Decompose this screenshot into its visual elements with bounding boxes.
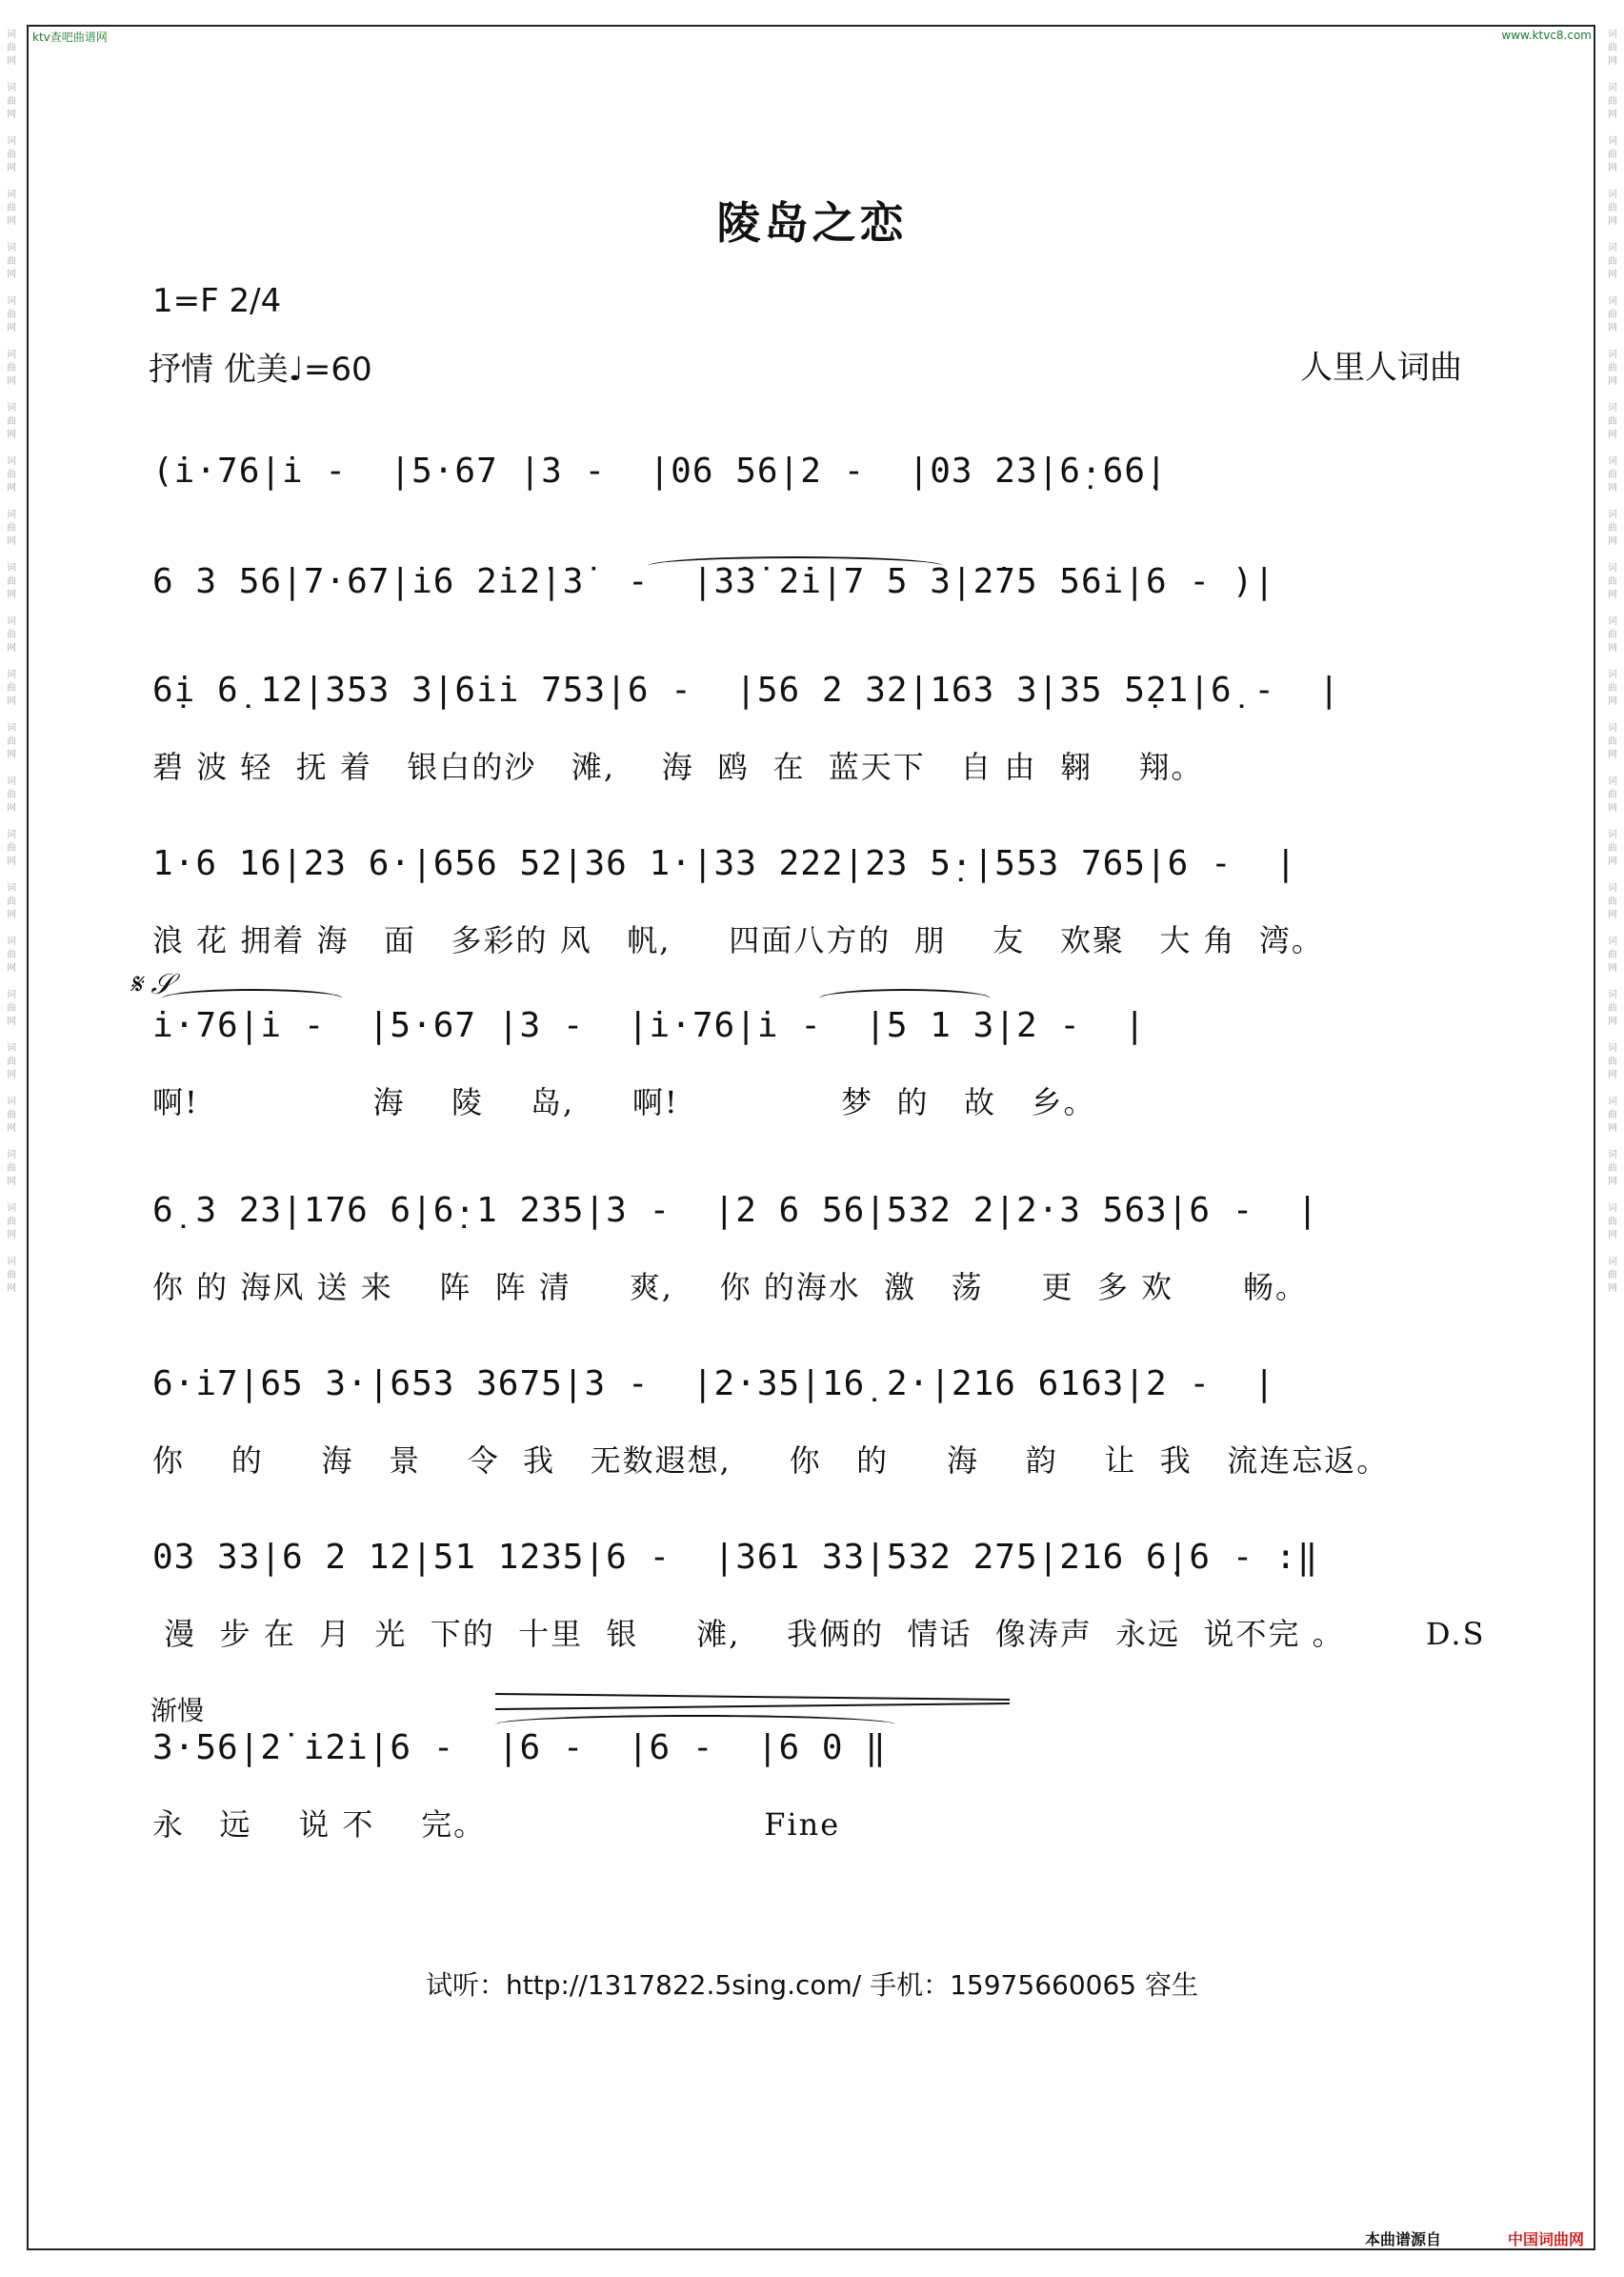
notation-line-6: 6̣ 3 23|176 6̣|6̣·1 235|3 - |2 6 56|532 2|2·3 563|6 - | (152, 1191, 1319, 1230)
watermark-strip-left: 词 曲 网 词 曲 网 词 曲 网 词 曲 网 词 曲 网 词 曲 网 词 曲 网 词 曲 网 词 曲 网 词 曲 网 词 曲 网 词 曲 网 词 曲 网 词 曲 网 词 曲 网 词 曲 网 词 曲 网 词 曲 网 词 曲 网 词 曲 网 词 曲 网 词 曲 网 词 曲 网 词 曲 网 (7, 30, 16, 1294)
key-time-signature: 1=F 2/4 (152, 282, 282, 320)
tempo-marking: 抒情 优美♩=60 (149, 351, 372, 389)
contact-footer: 试听：http://1317822.5sing.com/ 手机：15975660065 容生 (426, 1969, 1198, 2001)
notation-line-3: 6̣i 6̣ 12|353 3|6i̇i̇ 753|6 - |56 2 32|163 3|35 5̣21|6̣ - | (152, 671, 1341, 710)
notation-line-1: (i̇·76|i̇ - |5·67 |3 - |06 56|2 - |03 23|6̣·66̣| (152, 452, 1168, 491)
decrescendo-hairpin (495, 1692, 1010, 1711)
slur-arc (819, 989, 991, 1008)
lyrics-line-9: 永 远 说 不 完。 Fine (152, 1806, 841, 1843)
lyrics-line-3: 碧 波 轻 抚 着 银白的沙 滩, 海 鸥 在 蓝天下 自 由 翱 翔。 (152, 749, 1204, 785)
segno-mark: 𝄋 𝒮 (130, 968, 173, 1001)
header-left-site: ktv查吧曲谱网 (32, 30, 108, 44)
lyrics-line-4: 浪 花 拥着 海 面 多彩的 风 帆, 四面八方的 朋 友 欢聚 大 角 湾。 (152, 922, 1324, 958)
author-credit: 人里人词曲 (1300, 349, 1462, 387)
song-title: 陵岛之恋 (716, 197, 908, 249)
notation-line-7: 6·i̇7|65 3·|653 3675|3 - |2·35|16̣ 2·|216 6163|2 - | (152, 1364, 1276, 1403)
header-right-site: www.ktvc8.com (1501, 29, 1592, 42)
watermark-strip-right: 词 曲 网 词 曲 网 词 曲 网 词 曲 网 词 曲 网 词 曲 网 词 曲 网 词 曲 网 词 曲 网 词 曲 网 词 曲 网 词 曲 网 词 曲 网 词 曲 网 词 曲 网 词 曲 网 词 曲 网 词 曲 网 词 曲 网 词 曲 网 词 曲 网 词 曲 网 词 曲 网 词 曲 网 (1608, 30, 1617, 1294)
notation-line-4: 1·6 16|23 6·|656 52|36 1·|33 222|23 5̣·|553 765|6 - | (152, 844, 1297, 883)
slur-arc (162, 989, 343, 1008)
notation-line-2: 6 3 56|7·67|i̇6 2̇i̇2̇|3̇ - |3̇3̇ 2̇i̇|7 5 3|2̇75 56i̇|6 - )| (152, 562, 1276, 601)
source-credit-label: 本曲谱源自 (1365, 2230, 1442, 2248)
lyrics-line-6: 你 的 海风 送 来 阵 阵 清 爽, 你 的海水 激 荡 更 多 欢 畅。 (152, 1269, 1309, 1305)
notation-line-5: i̇·76|i̇ - |5·67 |3 - |i̇·76|i̇ - |5 1 3|2 - | (152, 1006, 1146, 1045)
ritardando-mark: 渐慢 (150, 1695, 205, 1726)
lyrics-line-8: 漫 步 在 月 光 下的 十里 银 滩, 我俩的 情话 像涛声 永远 说不完 。 D.S (152, 1616, 1486, 1652)
notation-line-9: 3·56|2̇ i̇2̇i̇|6 - |6 - |6 - |6 0 ‖ (152, 1728, 887, 1767)
lyrics-line-7: 你 的 海 景 令 我 无数遐想, 你 的 海 韵 让 我 流连忘返。 (152, 1442, 1390, 1479)
source-credit-site: 中国词曲网 (1508, 2230, 1585, 2248)
lyrics-line-5: 啊! 海 陵 岛, 啊! 梦 的 故 乡。 (152, 1084, 1096, 1120)
notation-line-8: 03 33|6 2 12|51 1235|6 - |361 33|532 275|216 6̣|6 - :‖ (152, 1538, 1319, 1577)
